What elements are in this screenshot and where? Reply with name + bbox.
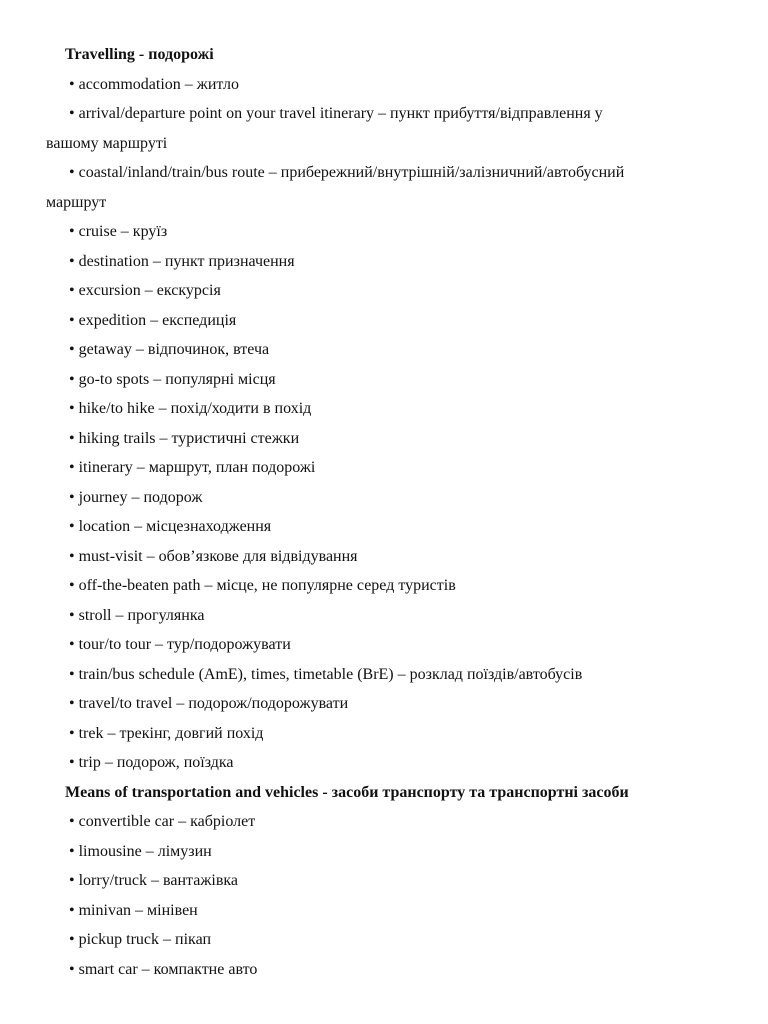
list-item: • arrival/departure point on your travel itinerary – пункт прибуття/відправлення у — [69, 105, 603, 122]
list-item-continuation: вашому маршруті — [46, 134, 168, 152]
list-item: • location – місцезнаходження — [69, 518, 272, 535]
list-item: • itinerary – маршрут, план подорожі — [69, 459, 316, 476]
list-item: • excursion – екскурсія — [69, 282, 221, 299]
list-item: • journey – подорож — [69, 488, 203, 506]
list-item: • trip – подорож, поїздка — [69, 754, 234, 771]
list-item: • coastal/inland/train/bus route – прибережний/внутрішній/залізничний/автобусний — [69, 164, 625, 181]
document-body — [46, 40, 726, 984]
list-item: • tour/to tour – тур/подорожувати — [69, 636, 291, 653]
list-item: • pickup truck – пікап — [69, 931, 212, 948]
list-item: • trek – трекінг, довгий похід — [69, 724, 264, 742]
list-item: • hike/to hike – похід/ходити в похід — [69, 400, 312, 417]
list-item: • stroll – прогулянка — [69, 606, 205, 624]
list-item: • getaway – відпочинок, втеча — [69, 341, 270, 358]
list-item: • lorry/truck – вантажівка — [69, 872, 239, 889]
list-item: • go-to spots – популярні місця — [69, 370, 276, 388]
list-item: • hiking trails – туристичні стежки — [69, 429, 300, 447]
section-heading-transportation: Means of transportation and vehicles - засоби транспорту та транспортні засоби — [65, 783, 629, 801]
list-item: • must-visit – обов’язкове для відвідування — [69, 547, 358, 565]
list-item: • train/bus schedule (AmE), times, timetable (BrE) – розклад поїздів/автобусів — [69, 665, 583, 683]
section-heading-travelling: Travelling - подорожі — [65, 46, 214, 63]
list-item: • destination – пункт призначення — [69, 252, 295, 270]
list-item: • travel/to travel – подорож/подорожувати — [69, 695, 349, 712]
list-item: • convertible car – кабріолет — [69, 813, 256, 830]
list-item: • accommodation – житло — [69, 75, 239, 93]
list-item: • expedition – експедиція — [69, 311, 237, 329]
list-item: • limousine – лімузин — [69, 842, 212, 860]
list-item-continuation: маршрут — [46, 193, 107, 211]
list-item: • smart car – компактне авто — [69, 960, 258, 978]
list-item: • off-the-beaten path – місце, не популярне серед туристів — [69, 577, 456, 594]
list-item: • cruise – круїз — [69, 223, 168, 240]
list-item: • minivan – мінівен — [69, 901, 198, 919]
